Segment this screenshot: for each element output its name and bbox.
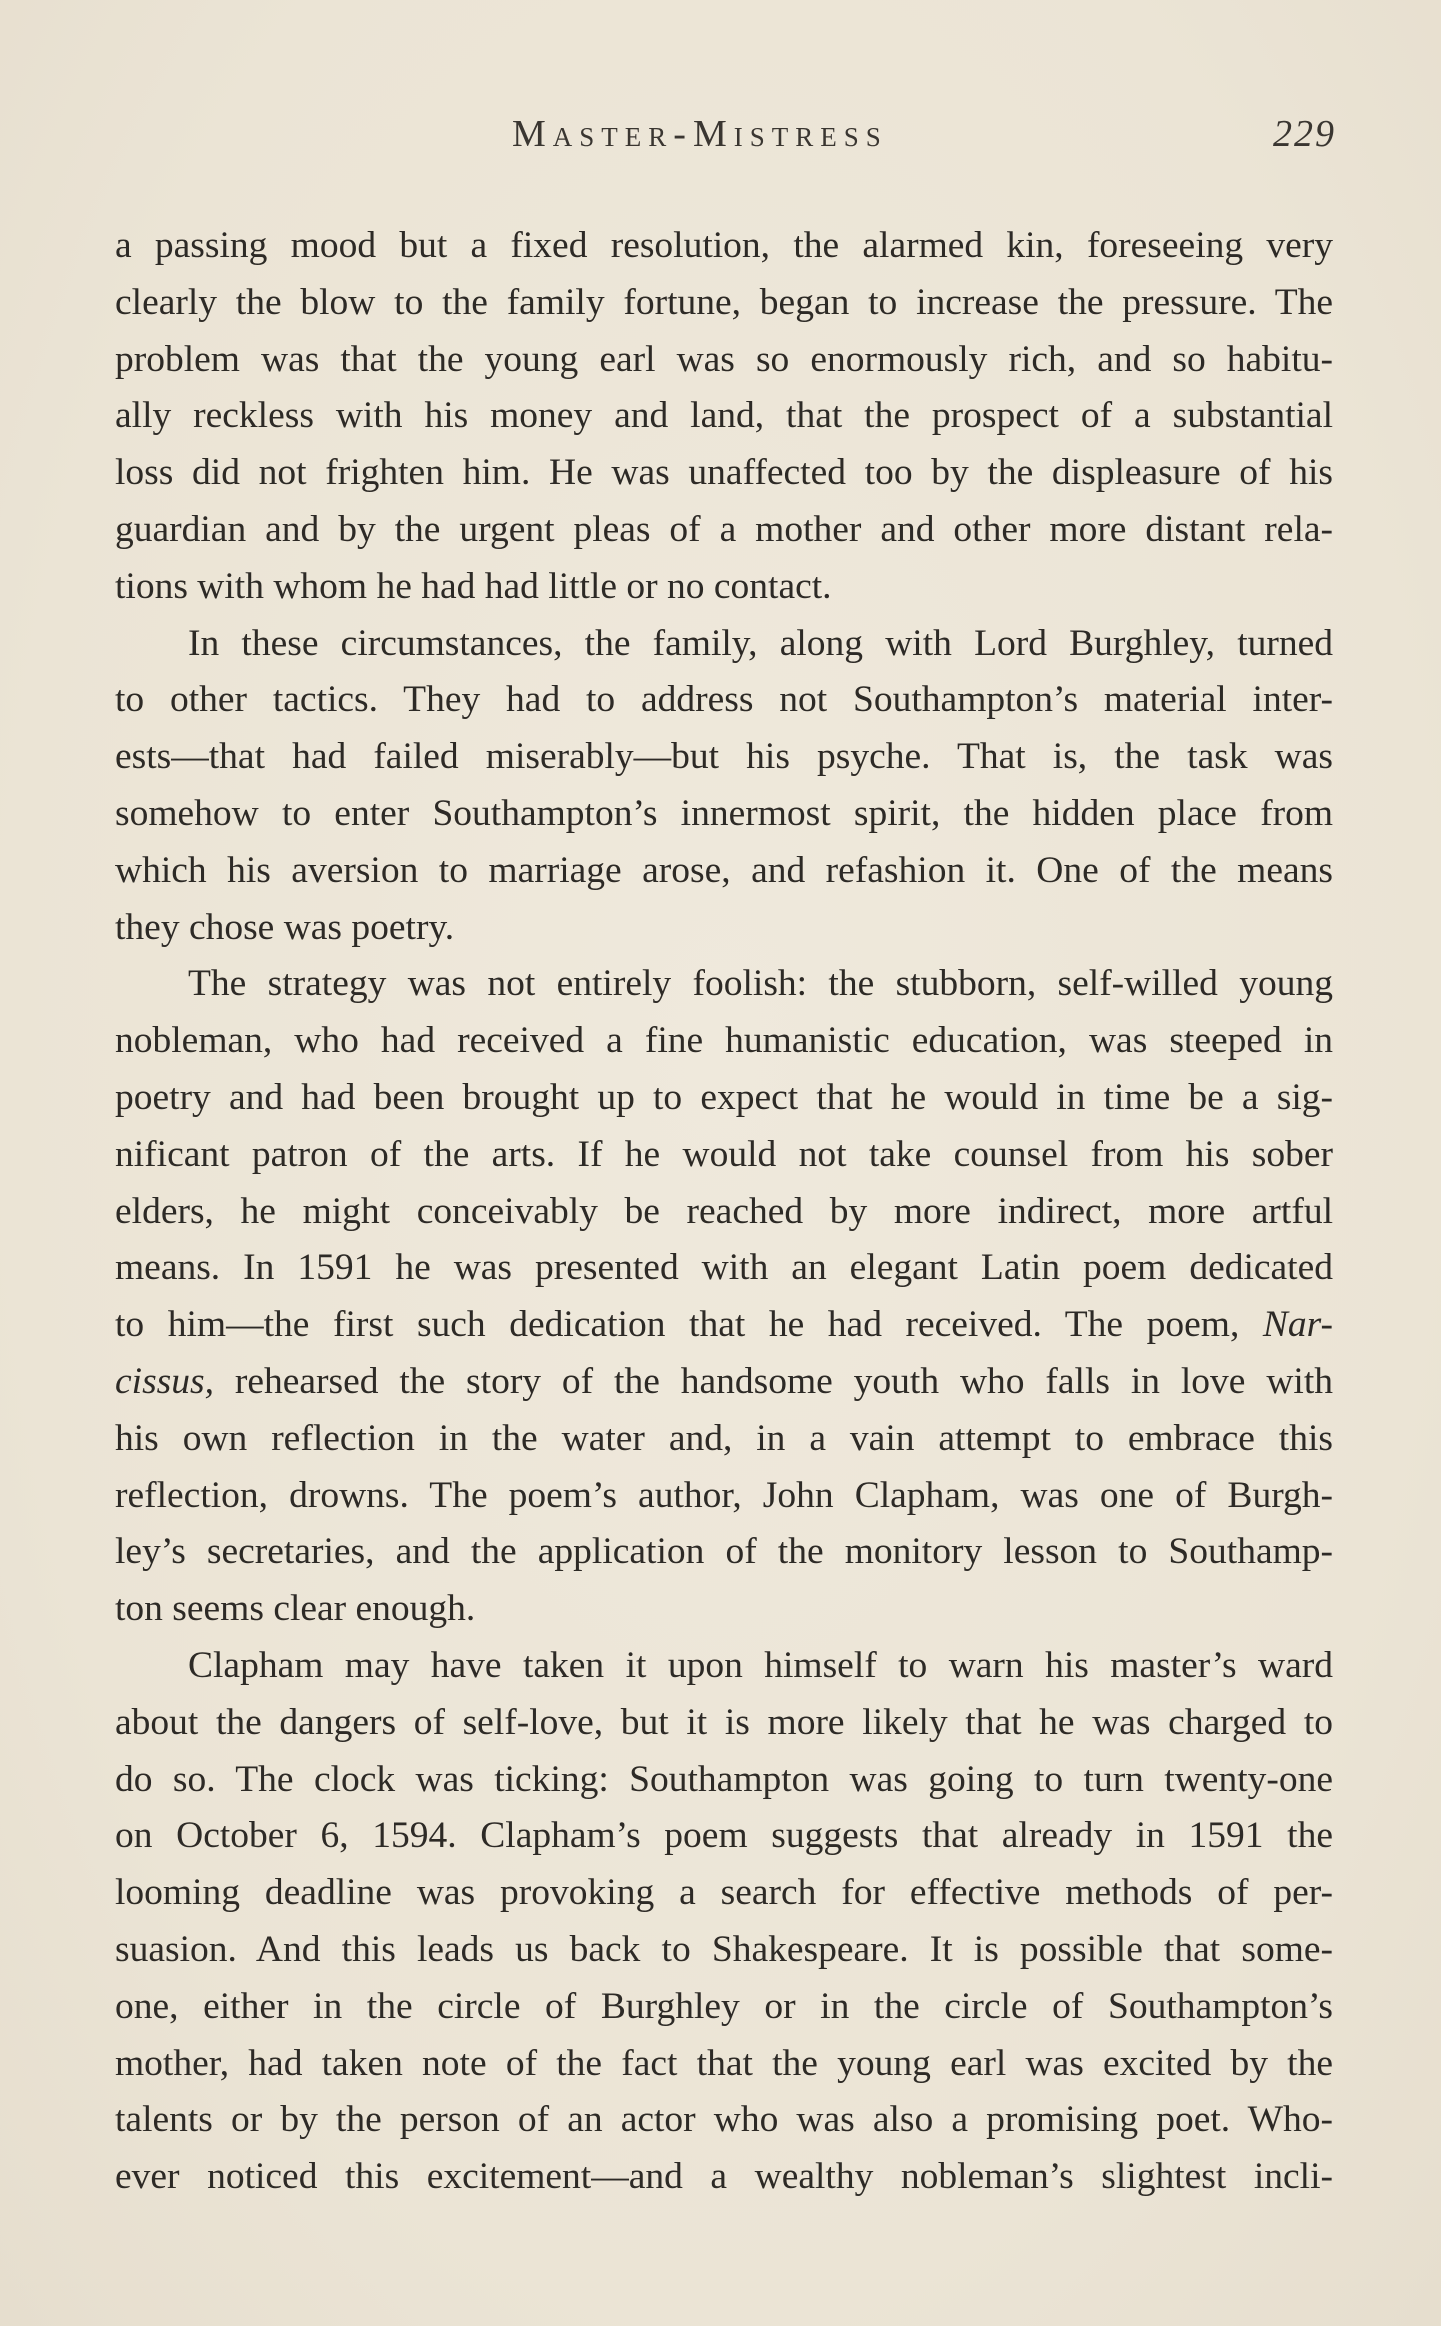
- text-line: suasion. And this leads us back to Shakespeare. It is possible that some-: [115, 1928, 1333, 1970]
- running-title: Master-Mistress: [512, 113, 888, 155]
- paragraph: [115, 956, 1333, 1638]
- text-line: his own reflection in the water and, in a vain attempt to embrace this: [115, 1417, 1333, 1459]
- text-line: ever noticed this excitement—and a wealthy nobleman’s slightest incli-: [115, 2156, 1333, 2198]
- text-line: poetry and had been brought up to expect that he would in time be a sig-: [115, 1076, 1333, 1118]
- text-line: on October 6, 1594. Clapham’s poem suggests that already in 1591 the: [115, 1815, 1333, 1857]
- text-line: In these circumstances, the family, along with Lord Burghley, turned: [188, 622, 1333, 664]
- body-text: [115, 218, 1333, 2206]
- text-line: reflection, drowns. The poem’s author, John Clapham, was one of Burgh-: [115, 1474, 1333, 1516]
- text-line: ton seems clear enough.: [115, 1588, 476, 1630]
- paragraph: [115, 1638, 1333, 2206]
- text-line: one, either in the circle of Burghley or in the circle of Southampton’s: [115, 1985, 1333, 2027]
- text-line: they chose was poetry.: [115, 906, 455, 948]
- text-line: loss did not frighten him. He was unaffected too by the displeasure of his: [115, 452, 1333, 494]
- text-line: nobleman, who had received a fine humanistic education, was steeped in: [115, 1020, 1333, 1062]
- text-line: cissus, rehearsed the story of the handsome youth who falls in love with: [115, 1360, 1333, 1402]
- running-head: [0, 112, 1441, 162]
- text-line: The strategy was not entirely foolish: the stubborn, self-willed young: [188, 963, 1333, 1005]
- text-line: ley’s secretaries, and the application of the monitory lesson to Southamp-: [115, 1531, 1333, 1573]
- text-line: which his aversion to marriage arose, and refashion it. One of the means: [115, 849, 1333, 891]
- page-number: 229: [1273, 113, 1336, 155]
- text-line: mother, had taken note of the fact that the young earl was excited by the: [115, 2042, 1333, 2084]
- paragraph: [115, 218, 1333, 616]
- text-line: guardian and by the urgent pleas of a mother and other more distant rela-: [115, 508, 1333, 550]
- text-line: ally reckless with his money and land, that the prospect of a substantial: [115, 395, 1333, 437]
- text-line: to him—the first such dedication that he had received. The poem, Nar-: [115, 1304, 1333, 1346]
- text-line: nificant patron of the arts. If he would not take counsel from his sober: [115, 1133, 1333, 1175]
- text-line: looming deadline was provoking a search for effective methods of per-: [115, 1872, 1333, 1914]
- text-line: a passing mood but a fixed resolution, the alarmed kin, foreseeing very: [115, 225, 1333, 266]
- text-line: tions with whom he had had little or no contact.: [115, 565, 832, 607]
- text-line: means. In 1591 he was presented with an elegant Latin poem dedicated: [115, 1247, 1333, 1289]
- text-line: elders, he might conceivably be reached by more indirect, more artful: [115, 1190, 1333, 1232]
- text-line: about the dangers of self-love, but it is more likely that he was charged to: [115, 1701, 1333, 1743]
- text-line: clearly the blow to the family fortune, began to increase the pressure. The: [115, 281, 1333, 323]
- text-line: talents or by the person of an actor who was also a promising poet. Who-: [115, 2099, 1333, 2141]
- text-line: do so. The clock was ticking: Southampton was going to turn twenty-one: [115, 1758, 1333, 1800]
- text-line: problem was that the young earl was so enormously rich, and so habitu-: [115, 338, 1333, 380]
- text-line: Clapham may have taken it upon himself to warn his master’s ward: [188, 1644, 1333, 1686]
- text-line: somehow to enter Southampton’s innermost spirit, the hidden place from: [115, 792, 1333, 834]
- text-line: ests—that had failed miserably—but his psyche. That is, the task was: [115, 736, 1333, 778]
- paragraph: [115, 616, 1333, 957]
- text-line: to other tactics. They had to address not Southampton’s material inter-: [115, 679, 1333, 721]
